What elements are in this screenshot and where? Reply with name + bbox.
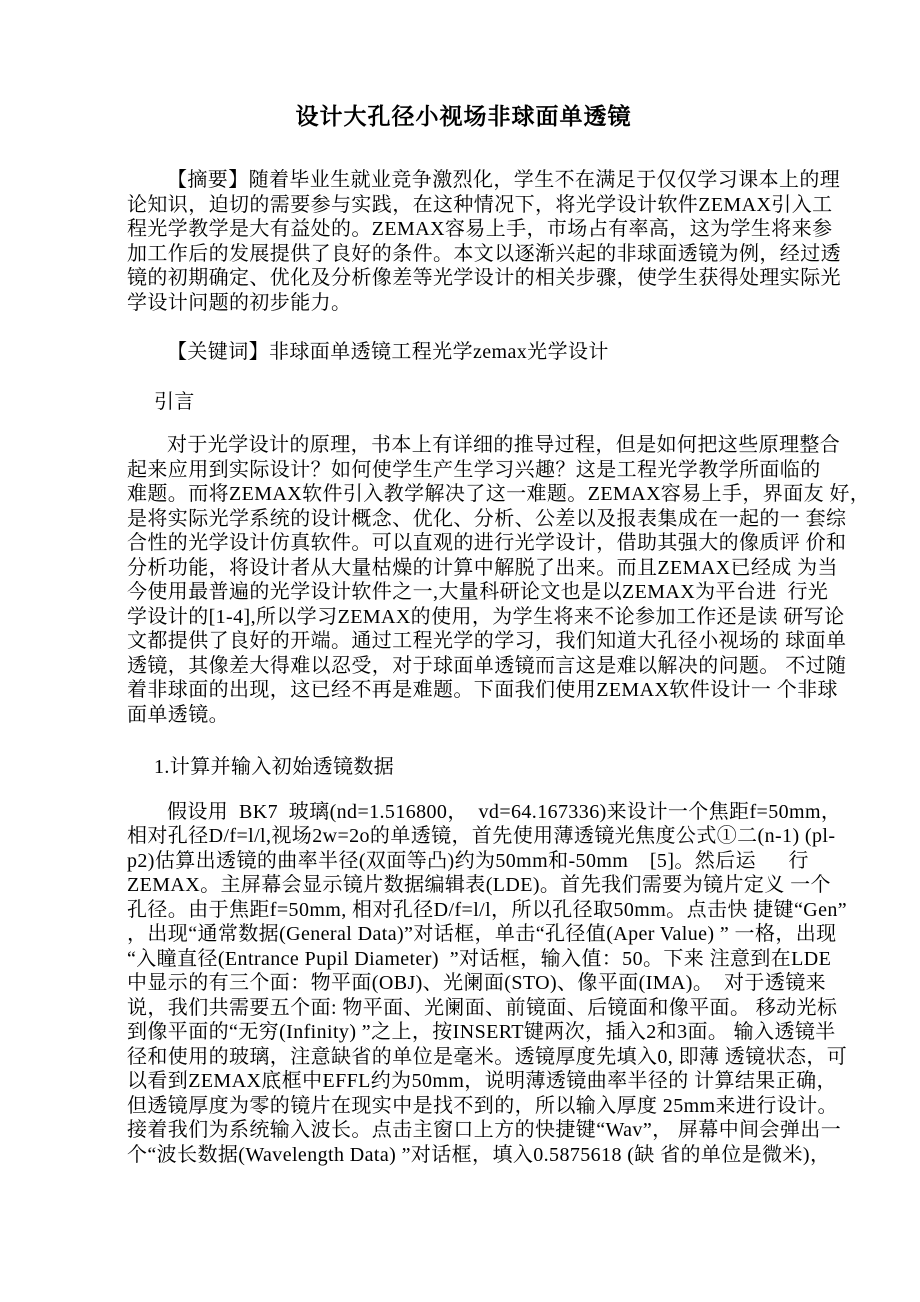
- text-line: 1.计算并输入初始透镜数据: [154, 756, 395, 778]
- section1-paragraph: [127, 800, 848, 1168]
- section1-heading: [127, 755, 800, 780]
- text-line: 【关键词】非球面单透镜工程光学zemax光学设计: [167, 341, 609, 363]
- text-line: 到像平面的“无穷(Infinity) ”之上，按INSERT键两次，插入2和3面。 输入透镜半: [127, 1021, 836, 1043]
- text-line: 论知识，迫切的需要参与实践，在这种情况下，将光学设计软件ZEMAX引入工: [127, 193, 833, 216]
- text-line: 分析功能，将设计者从大量枯燥的计算中解脱了出来。而且ZEMAX已经成 为当: [127, 556, 838, 579]
- text-line: 【摘要】随着毕业生就业竞争激烈化，学生不在满足于仅仅学习课本上的理: [167, 169, 841, 191]
- text-line: 说，我们共需要五个面: 物平面、光阑面、前镜面、后镜面和像平面。 移动光标: [127, 996, 838, 1019]
- text-line: “入瞳直径(Entrance Pupil Diameter) ”对话框，输入值：50。下来 注意到在LDE: [127, 947, 832, 970]
- document-title: 设计大孔径小视场非球面单透镜: [295, 104, 632, 129]
- text-line: 学设计的[1-4],所以学习ZEMAX的使用，为学生将来不论参加工作还是读 研写论: [127, 605, 845, 628]
- text-line: 对于光学设计的原理，书本上有详细的推导过程，但是如何把这些原理整合: [167, 434, 841, 456]
- intro-paragraph: [127, 433, 871, 727]
- text-line: 引言: [154, 390, 195, 413]
- text-line: 但透镜厚度为零的镜片在现实中是找不到的，所以输入厚度 25mm来进行设计。: [127, 1094, 838, 1117]
- text-line: 着非球面的出现，这已经不再是难题。下面我们使用ZEMAX软件设计一 个非球: [127, 679, 838, 701]
- text-line: 今使用最普遍的光学设计软件之一,大量科研论文也是以ZEMAX为平台进 行光: [127, 581, 829, 603]
- text-line: 镜的初期确定、优化及分析像差等光学设计的相关步骤，使学生获得处理实际光: [127, 267, 841, 289]
- text-line: 相对孔径D/f=l/l,视场2w=2o的单透镜，首先使用薄透镜光焦度公式①二(n-1) (pl-: [127, 825, 836, 847]
- intro-heading: [127, 390, 800, 415]
- text-line: 难题。而将ZEMAX软件引入教学解决了这一难题。ZEMAX容易上手，界面友 好，: [127, 483, 871, 505]
- text-line: 合性的光学设计仿真软件。可以直观的进行光学设计，借助其强大的像质评 价和: [127, 532, 847, 554]
- text-line: 假设用 BK7 玻璃(nd=1.516800， vd=64.167336)来设计一个焦距f=50mm，: [167, 800, 842, 823]
- text-line: 程光学教学是大有益处的。ZEMAX容易上手，市场占有率高，这为学生将来参: [127, 218, 833, 240]
- text-line: 中显示的有三个面：物平面(OBJ)、光阑面(STO)、像平面(IMA)。 对于透镜来: [127, 972, 827, 994]
- keywords-paragraph: [127, 340, 800, 365]
- text-line: 学设计问题的初步能力。: [127, 291, 352, 314]
- text-line: 个“波长数据(Wavelength Data) ”对话框，填入0.5875618 (缺 省的单位是微米)，: [127, 1143, 831, 1166]
- text-line: 文都提供了良好的开端。通过工程光学的学习，我们知道大孔径小视场的 球面单: [127, 630, 847, 652]
- text-line: 透镜，其像差大得难以忍受，对于球面单透镜而言这是难以解决的问题。 不过随: [127, 654, 847, 677]
- text-line: 加工作后的发展提供了良好的条件。本文以逐渐兴起的非球面透镜为例，经过透: [127, 242, 841, 265]
- text-line: 接着我们为系统输入波长。点击主窗口上方的快捷键“Wav”， 屏幕中间会弹出一: [127, 1119, 842, 1141]
- text-line: ZEMAX。主屏幕会显示镜片数据编辑表(LDE)。首先我们需要为镜片定义 一个: [127, 874, 831, 896]
- text-line: 面单透镜。: [127, 703, 229, 726]
- text-line: ，出现“通常数据(General Data)”对话框，单击“孔径值(Aper Value) ” 一格，出现: [127, 923, 837, 945]
- text-line: 以看到ZEMAX底框中EFFL约为50mm，说明薄透镜曲率半径的 计算结果正确，: [127, 1070, 837, 1092]
- abstract-paragraph: [127, 168, 841, 315]
- text-line: 是将实际光学系统的设计概念、优化、分析、公差以及报表集成在一起的一 套综: [127, 507, 847, 530]
- text-line: 起来应用到实际设计？如何使学生产生学习兴趣？这是工程光学教学所面临的: [127, 458, 821, 481]
- text-line: p2)估算出透镜的曲率半径(双面等凸)约为50mm和-50mm [5]。然后运 行: [127, 849, 809, 872]
- text-line: 径和使用的玻璃，注意缺省的单位是毫米。透镜厚度先填入0, 即薄 透镜状态，可: [127, 1045, 848, 1068]
- text-line: 孔径。由于焦距f=50mm, 相对孔径D/f=l/l，所以孔径取50mm。点击快 捷键“Gen”: [127, 898, 848, 921]
